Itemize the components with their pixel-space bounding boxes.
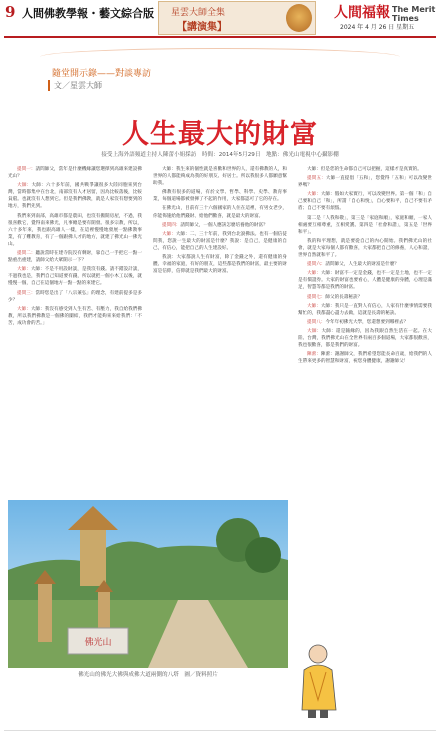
paragraph-text: 大師：六十多年前，國共戰爭讓很多大陸同胞來到台灣，當時都集中在台北，南部沒有人才居留，因為比較落後，比較貧窮。也就沒有人想到它。但是我們佛教，就是人家沒有想要到的地方，我們先到。 (8, 183, 142, 210)
paragraph (298, 319, 432, 326)
speaker-label: 提問一： (17, 167, 36, 172)
section-title: 人間佛教學報・藝文綜合版 (22, 7, 154, 20)
paragraph-text: 第二是「人我和敬」，第三是「家庭和順」，家庭和順，一家人相處要互相尊重，互相愛護。第四是「社會和諧」，第五是「世界和平」。 (298, 215, 432, 235)
series-banner (158, 1, 316, 35)
paragraph (153, 231, 287, 252)
paragraph (8, 213, 142, 248)
paragraph-text: 今年年初佛光大學，您還想要到哪裡去？ (325, 319, 409, 325)
speaker-label: 提問七： (307, 294, 326, 300)
paragraph-text: 當時您是出了「八宗兼弘」的理念，有建前提多是多少？ (8, 290, 142, 303)
paragraph-text: 我說：大家都說人生有財富，除了金錢之外，還有健康的身體、幸福的家庭，有好的朋友，這些都是我們的財富，最主要的財富是信仰，信仰就是我們最大的財富。 (153, 255, 287, 275)
paragraph-text: 我的和平理想，就是要從自己的內心開始。我們佛光山的社會，就是大家每個人都有歡喜，大家都把自己的修養，人心和諧，世界自然就和平了。 (298, 238, 432, 259)
paragraph-text: 大師一直提倡「五和」，您覺得「五和」可以改變世界嗎？ (298, 176, 432, 189)
paragraph (8, 182, 142, 210)
speaker-label: 大師： (307, 271, 321, 277)
header-divider (4, 36, 436, 38)
paragraph-text: 請問師父，當年是什麼機緣讓您選擇到高雄來建設佛光山？ (8, 167, 142, 180)
article-photo (8, 500, 288, 668)
monk-cartoon-icon (296, 640, 344, 720)
paragraph-text: 師父的長壽秘訣？ (325, 294, 363, 300)
paragraph-text: 大師：但是您的生命都自己可以把握，這樣才是真實的。 (307, 167, 422, 172)
paragraph-text: 大師：不是不用設財談，是我沒有錢。請不錯設計談，不過我也是，我們自己知道要有錢，所以就把一個小木工以後，就慢慢一個，自己在這個地方一點一點的來建它。 (8, 267, 142, 287)
article-headline: 人生最大的財富 (122, 119, 318, 150)
temple-photo-illustration (8, 500, 288, 668)
paragraph-text: 請問師父，一個人應該怎麼培養他的財富？ (180, 222, 268, 228)
newspaper-brand-en: The Merit Times (392, 5, 436, 23)
paragraph-text: 請問師父，人生最大的財富是什麼？ (325, 262, 399, 268)
paragraph-text: 大師：還是隨緣的，因為我跟自然生活在一起。在大陸、台灣，我們佛光山在全世界有兩百多個道場，大家都很歡喜，我也很歡喜，都是我們的財富。 (298, 328, 432, 349)
speaker-label: 提問五： (307, 176, 326, 182)
paragraph-text: 大師：假如大家實行，可以改變世界。第一個「和」自己要和自己「和」，所謂「自心和悅」，自心要和平，自己不要有矛盾；自己不要有煩惱。 (298, 192, 432, 212)
speaker-label: 提問六： (307, 262, 326, 268)
issue-date: 2024 年 4 月 26 日 星期五 (340, 24, 415, 31)
stone-inscription: 佛光山 (84, 638, 112, 648)
decorative-wave (40, 48, 400, 66)
speaker-label: 大師： (17, 267, 31, 273)
page-bottom-rule (4, 730, 436, 731)
paragraph (298, 238, 432, 259)
body-column-2 (153, 166, 287, 499)
paragraph-text: 大師：我只是一直對人有信心，人家有什麼事情需要我幫忙的，我都盡心盡力去做，這就是長壽的秘訣。 (298, 303, 432, 316)
paragraph (8, 266, 142, 287)
page-number: 9 (5, 3, 16, 21)
paragraph (153, 222, 287, 229)
paragraph-text: 陳蕾：謝謝師父，我們希望您能長命百歲，給我們的人生帶來更多的智慧和財富，祝您身體健康，謝謝師父！ (298, 352, 432, 365)
series-title: 星雲大師全集 (171, 8, 226, 18)
speaker-label: 提問八： (307, 319, 326, 325)
body-column-1 (8, 166, 142, 556)
speaker-label: 大師： (17, 183, 32, 189)
paragraph (8, 166, 142, 180)
paragraph (8, 250, 142, 264)
speaker-label: 提問三： (17, 290, 36, 296)
paragraph (298, 270, 432, 291)
paragraph-text: 我們來到南部，高雄市都是農田，也沒有搬開房屋，不過，我很喜歡它，覺得南來佛光，凡事總是要有開發。很多宗教，所以，六十多年來，我也跟高雄人一樣，在這裡慢慢地發展一點佛教事業，有了難教育，有了一個跟佛人才的地方，就建了佛光山一佛光山。 (8, 213, 142, 247)
paragraph (8, 290, 142, 304)
paragraph-text: 佛教有很多的道場，有於文學、哲學、科學、史學、教育事業，每個道場都被發揮了不起的作用，大家都認可了它的存在。 (153, 190, 287, 203)
speaker-label: 提問二： (17, 251, 36, 257)
paragraph (153, 189, 287, 203)
paragraph-text: 在佛光山，目前有三十六個國家的人住在這裡，有男女老少，你能佈施給他們錢財、給他們歡喜，就是最大的財富。 (153, 206, 287, 219)
speaker-label: 大師： (17, 306, 31, 312)
paragraph-text: 聽說當時在建寺院沒有剩財，靠自己一手把它一點一點重出重建，請師父給大眾開示一下？ (8, 251, 142, 264)
paragraph (298, 175, 432, 189)
paragraph (298, 328, 432, 349)
newspaper-brand: 人間福報 (334, 5, 390, 21)
paragraph (298, 351, 432, 365)
paragraph (298, 191, 432, 212)
paragraph (298, 294, 432, 301)
paragraph (8, 306, 142, 327)
article-author: 文／星雲大師 (48, 80, 102, 91)
paragraph-text: 大師：我沒有感受到人生有苦、有壓力，我自給我們佛教，所以我們佛教是一個佛的團結，我們才能夠來來給我們：「不苦，成功會的苦。」 (8, 306, 142, 326)
paragraph-text: 大師：二、三十年前，我到台北說佛法。也有一個信徒問我，您說一生最大的財富是什麼？我說：是自己，是健康的自己，有信心，能把自己的人生建設好。 (153, 231, 287, 251)
paragraph-text: 大師：我生來的個性就是喜歡和世界的人，還有佛教的人，和世界的人都能夠成為我的好朋友、好居士。所以我很多人都願意幫助我。 (153, 167, 287, 187)
paragraph (298, 215, 432, 236)
page-header (0, 0, 440, 36)
speaker-label: 大師： (307, 303, 321, 309)
paragraph (153, 205, 287, 219)
paragraph (153, 166, 287, 187)
photo-caption: 佛光山的佛光大佛與成佛大道兩側的八塔 圖／資料照片 (78, 672, 218, 678)
speaker-label: 大師： (307, 328, 322, 334)
speaker-label: 大師： (307, 192, 321, 198)
paragraph (298, 303, 432, 317)
article-kicker: 隨堂開示錄——對談專訪 (52, 69, 152, 79)
paragraph-text: 大師：財富不一定是金錢，也不一定是土地，也不一定是有價證券。大家的財富也要看心，人體是健康的身體，心理是滿足，智慧等都是我們的財富。 (298, 271, 432, 291)
speaker-label: 陳蕾： (307, 352, 321, 358)
paragraph (298, 166, 432, 173)
article-byline: 接受上海外語頻道主持人陳蕾小姐採訪 時間：2014年5月29日 地點：佛光山電視中心攝影棚 (101, 152, 339, 158)
paragraph (153, 254, 287, 275)
speaker-label: 提問四： (162, 222, 181, 228)
series-subtitle: 【講演集】 (177, 22, 227, 33)
speaker-label: 大師： (162, 231, 176, 237)
paragraph (298, 261, 432, 268)
master-portrait-icon (286, 4, 312, 32)
